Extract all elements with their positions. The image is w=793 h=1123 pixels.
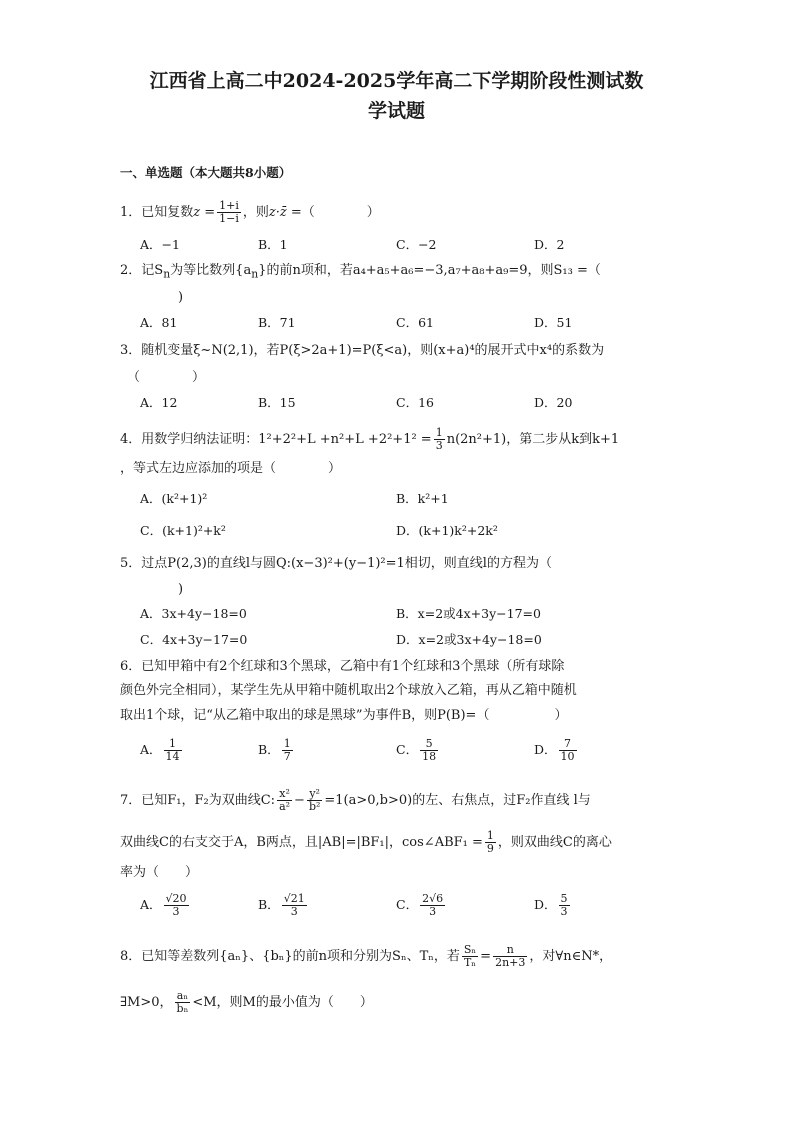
q2-option-c[interactable]: C．61: [396, 315, 434, 330]
q4-option-c[interactable]: C．(k+1)²+k²: [140, 523, 226, 538]
question-7-line-1: 7．已知F₁，F₂为双曲线C: $\frac{\text{x²}}{\text{a²}}$ − $\frac{\text{y²}}{\text{b²}}$ =1(a>0,b>0)的左、右焦点，过F₂作直线 l与: [120, 787, 591, 813]
question-6-line-2: 颜色外完全相同），某学生先从甲箱中随机取出2个球放入乙箱，再从乙箱中随机: [120, 683, 577, 698]
q5-option-c[interactable]: C．4x+3y−17=0: [140, 632, 248, 647]
q1-option-a[interactable]: A．−1: [140, 237, 180, 252]
title-line-2: 学试题: [367, 100, 425, 122]
section-heading: 一、单选题（本大题共8小题）: [120, 165, 292, 180]
question-5-stem: 5．过点P(2,3)的直线l与圆Q:(x−3)²+(y−1)²=1相切，则直线l的方程为（: [120, 556, 552, 571]
q2-option-a[interactable]: A．81: [140, 315, 178, 330]
q5-option-d[interactable]: D．x=2或3x+4y−18=0: [396, 632, 542, 647]
fraction: $\frac{1+i}{1-i}$: [219, 199, 239, 225]
q1-option-b[interactable]: B．1: [258, 237, 288, 252]
question-2-stem-cont: ): [178, 290, 184, 305]
q7-option-c[interactable]: C． $\frac{2√6}{3}$: [396, 892, 444, 918]
q2-option-b[interactable]: B．71: [258, 315, 296, 330]
q4-option-b[interactable]: B．k²+1: [396, 491, 449, 506]
question-7-line-2: 双曲线C的右支交于A，B两点，且|AB|=|BF₁|，cos∠ABF₁ = $\frac{1}{9}$ ，则双曲线C的离心: [120, 829, 612, 855]
q7-option-d[interactable]: D． $\frac{5}{3}$: [534, 892, 568, 918]
q3-option-d[interactable]: D．20: [534, 395, 573, 410]
q2-option-d[interactable]: D．51: [534, 315, 573, 330]
question-3-stem-cont: （ ）: [127, 370, 206, 385]
question-6-line-1: 6．已知甲箱中有2个红球和3个黑球，乙箱中有1个红球和3个黑球（所有球除: [120, 659, 565, 674]
question-3-stem: 3．随机变量ξ~N(2,1)，若P(ξ>2a+1)=P(ξ<a)，则(x+a)⁴的展开式中x⁴的系数为: [120, 343, 605, 358]
question-2-stem: 2．记$S_n$为等比数列$\{a_n\}$的前n项和，若a₄+a₅+a₆=−3,a₇+a₈+a₉=9，则S₁₃ =（: [120, 263, 601, 281]
question-4-stem-cont: ，等式左边应添加的项是（ ）: [120, 461, 342, 476]
q6-option-a[interactable]: A． $\frac{1}{14}$: [140, 737, 180, 763]
q1-option-c[interactable]: C．−2: [396, 237, 437, 252]
q3-option-b[interactable]: B．15: [258, 395, 296, 410]
fraction: $\frac{1}{3}$: [435, 426, 443, 452]
q3-option-c[interactable]: C．16: [396, 395, 434, 410]
question-6-line-3: 取出1个球，记“从乙箱中取出的球是黑球”为事件B，则P(B)=（ ）: [120, 708, 568, 723]
q6-option-c[interactable]: C． $\frac{5}{18}$: [396, 737, 437, 763]
title-line-1: 江西省上高二中2024-2025学年高二下学期阶段性测试数: [149, 70, 644, 92]
q7-option-a[interactable]: A． $\frac{√20}{3}$: [140, 892, 187, 918]
q4-option-a[interactable]: A．(k²+1)²: [140, 491, 208, 506]
q5-option-a[interactable]: A．3x+4y−18=0: [140, 606, 247, 621]
question-5-stem-cont: ): [178, 582, 184, 597]
question-1-stem: 1．已知复数z = $\frac{1+i}{1-i}$ ，则z·z̄ =（ ）: [120, 199, 380, 225]
document-title: [90, 66, 703, 126]
q1-option-d[interactable]: D．2: [534, 237, 565, 252]
q3-option-a[interactable]: A．12: [140, 395, 178, 410]
question-7-line-3: 率为（ ）: [120, 865, 199, 880]
q6-option-b[interactable]: B． $\frac{1}{7}$: [258, 737, 291, 763]
q7-option-b[interactable]: B． $\frac{√21}{3}$: [258, 892, 305, 918]
question-8-line-1: 8．已知等差数列{aₙ}、{bₙ}的前n项和分别为Sₙ、Tₙ，若 $\frac{\text{Sₙ}}{\text{Tₙ}}$ = $\frac{n}{2n+3}$ ，对∀n∈N*，: [120, 943, 613, 969]
q6-option-d[interactable]: D． $\frac{7}{10}$: [534, 737, 575, 763]
q4-option-d[interactable]: D．(k+1)k²+2k²: [396, 523, 498, 538]
q5-option-b[interactable]: B．x=2或4x+3y−17=0: [396, 606, 541, 621]
question-4-stem: 4．用数学归纳法证明：1²+2²+L +n²+L +2²+1² = $\frac{1}{3}$ n(2n²+1)，第二步从k到k+1: [120, 426, 620, 452]
question-8-line-2: ∃M>0， $\frac{\text{aₙ}}{\text{bₙ}}$ <M，则M的最小值为（ ）: [120, 989, 373, 1015]
